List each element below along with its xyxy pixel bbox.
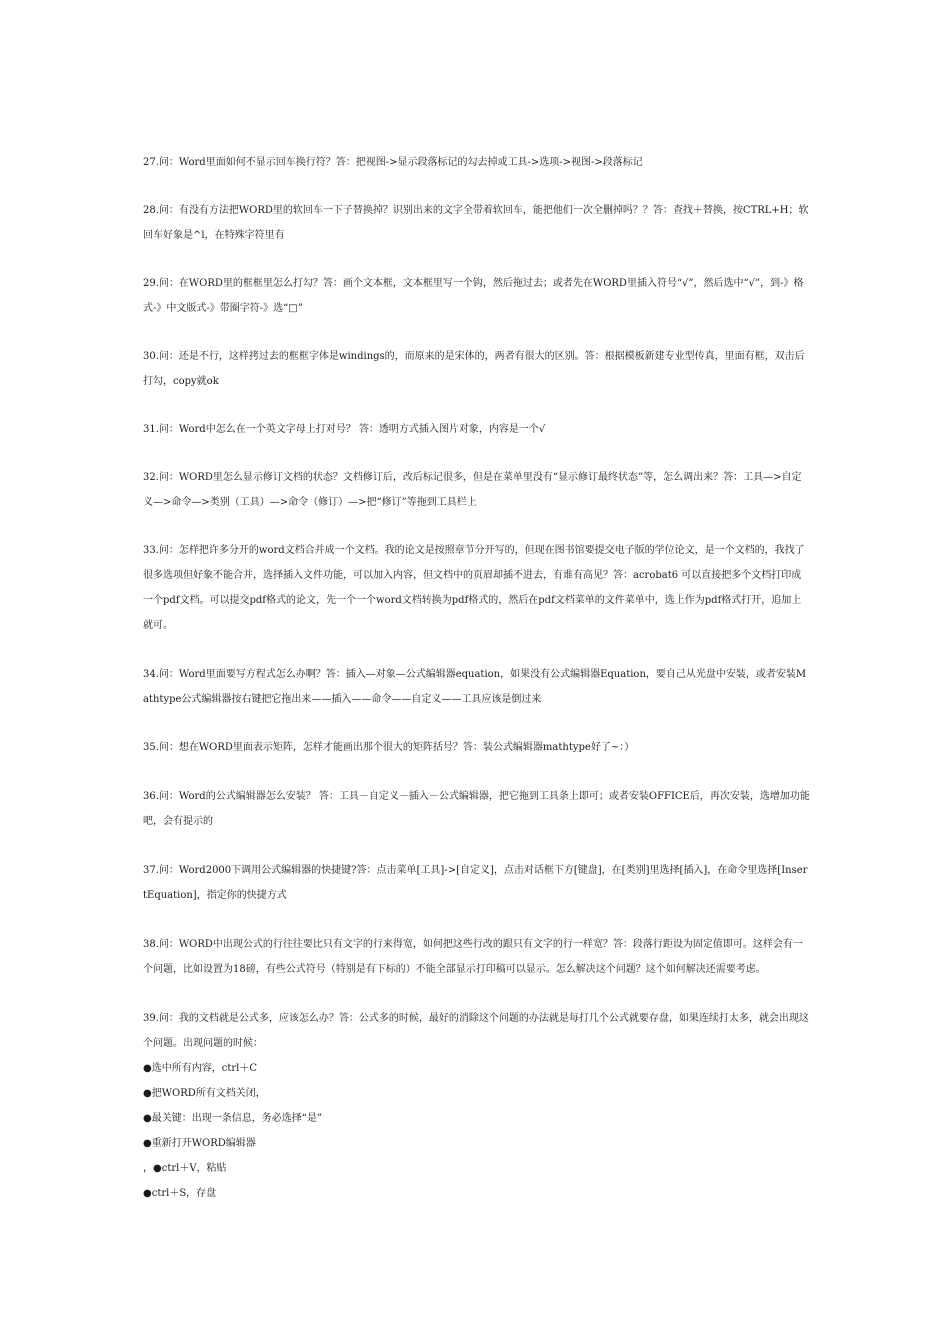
qa-item-36: 36.问：Word的公式编辑器怎么安装？ 答：工具－自定义－插入－公式编辑器，把它拖到工具条上即可；或者安装OFFICE后，再次安装，选增加功能吧，会有提示的 <box>143 791 810 827</box>
step-item: ●最关键：出现一条信息，务必选择“是” <box>143 1113 322 1124</box>
step-list <box>143 1056 811 1206</box>
qa-item-39: 39.问：我的文档就是公式多，应该怎么办？答：公式多的时候，最好的消除这个问题的办法就是每打几个公式就要存盘，如果连续打太多，就会出现这个问题。出现问题的时候： <box>143 1013 809 1049</box>
step-item: ●ctrl＋S，存盘 <box>143 1188 217 1199</box>
qa-item-35: 35.问：想在WORD里面表示矩阵，怎样才能画出那个很大的矩阵括号？答：装公式编辑器mathtype好了~：） <box>143 742 635 753</box>
qa-item-37: 37.问：Word2000下调用公式编辑器的快捷键?答：点击菜单[工具]->[自定义]，点击对话框下方[键盘]，在[类别]里选择[插入]，在命令里选择[InsertEquation]，指定你的快捷方式 <box>143 865 808 901</box>
step-item: ●选中所有内容，ctrl＋C <box>143 1063 257 1074</box>
qa-item-31: 31.问：Word中怎么在一个英文字母上打对号？ 答：透明方式插入图片对象，内容是一个√ <box>143 424 546 435</box>
step-item: ●把WORD所有文档关闭， <box>143 1088 266 1099</box>
step-item: ●重新打开WORD编辑器 <box>143 1138 256 1149</box>
document-page <box>143 150 811 1206</box>
step-item: ，●ctrl＋V，粘贴 <box>143 1163 227 1174</box>
qa-item-30: 30.问：还是不行，这样拷过去的框框字体是windings的，而原来的是宋体的，两者有很大的区别。答：根据模板新建专业型传真，里面有框，双击后打勾，copy就ok <box>143 351 805 387</box>
qa-item-33: 33.问：怎样把许多分开的word文档合并成一个文档。我的论文是按照章节分开写的，但现在图书馆要提交电子版的学位论文，是一个文档的，我找了很多选项但好象不能合并，选择插入文件功能，可以加入内容，但文档中的页眉却插不进去，有谁有高见？答：acrobat6 可以直接把多个文档打印成一个pdf文档。可以提交pdf格式的论文，先一个一个word文档转换为pdf格式的，然后在pdf文档菜单的文件菜单中，选上作为pdf格式打开，追加上就可。 <box>143 545 805 631</box>
qa-item-27: 27.问：Word里面如何不显示回车换行符？答：把视图->显示段落标记的勾去掉或工具->选项->视图->段落标记 <box>143 157 643 168</box>
qa-item-29: 29.问：在WORD里的框框里怎么打勾？答：画个文本框，文本框里写一个钩，然后拖过去；或者先在WORD里插入符号“√”，然后选中“√”，到-》格式-》中文版式-》带圈字符-》选“□” <box>143 278 804 314</box>
qa-item-38: 38.问：WORD中出现公式的行往往要比只有文字的行来得宽，如何把这些行改的跟只有文字的行一样宽？答：段落行距设为固定值即可。这样会有一个问题，比如设置为18磅，有些公式符号（特别是有下标的）不能全部显示打印稿可以显示。怎么解决这个问题？这个如何解决还需要考虑。 <box>143 939 803 975</box>
qa-item-32: 32.问：WORD里怎么显示修订文档的状态？文档修订后，改后标记很多，但是在菜单里没有“显示修订最终状态”等，怎么调出来？答：工具—>自定义—>命令—>类别（工具）—>命令（修订）—>把“修订”等拖到工具栏上 <box>143 472 802 508</box>
qa-item-34: 34.问：Word里面要写方程式怎么办啊？答：插入—对象—公式编辑器equation，如果没有公式编辑器Equation，要自己从光盘中安装，或者安装Mathtype公式编辑器按右键把它拖出来——插入——命令——自定义——工具应该是倒过来 <box>143 669 807 705</box>
qa-item-28: 28.问：有没有方法把WORD里的软回车一下子替换掉？识别出来的文字全带着软回车，能把他们一次全删掉吗？？答：查找＋替换，按CTRL+H；软回车好象是^l，在特殊字符里有 <box>143 205 809 241</box>
